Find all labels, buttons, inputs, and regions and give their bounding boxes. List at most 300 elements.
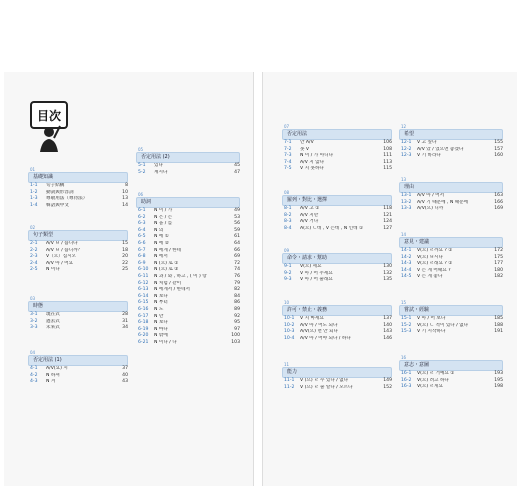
chapter-number: 08 — [284, 190, 290, 195]
entry-page: 193 — [494, 371, 503, 376]
chapter-number: 07 — [284, 124, 290, 129]
entry-number: 6-6 — [138, 240, 146, 246]
entry-page: 22 — [122, 260, 128, 266]
entry-page: 106 — [383, 140, 392, 145]
toc-entry[interactable] — [399, 371, 503, 378]
entry-page: 69 — [234, 254, 240, 260]
toc-entry[interactable] — [136, 261, 240, 268]
entry-page: 18 — [122, 247, 128, 253]
entry-page: 10 — [122, 189, 128, 195]
toc-entry[interactable] — [28, 267, 128, 274]
entry-page: 195 — [494, 377, 503, 383]
entry-number: 15-1 — [401, 316, 412, 321]
chapter-section — [28, 350, 128, 386]
entry-title: 動詞與形容詞 — [46, 189, 74, 195]
entry-title: A/V(으) 니까 — [417, 206, 444, 212]
toc-entry[interactable] — [136, 274, 240, 281]
entry-page: 31 — [122, 318, 128, 324]
entry-title: A/V 기 때문에 , N 때문에 — [417, 199, 469, 205]
entry-title: 韓語與中文 — [46, 202, 69, 208]
entry-number: 10-1 — [284, 316, 295, 321]
entry-page: 61 — [234, 234, 240, 240]
chapter-heading[interactable]: 否定用法 (2) — [136, 152, 240, 163]
toc-entry[interactable] — [28, 261, 128, 268]
entry-number: 7-1 — [284, 140, 292, 145]
entry-number: 7-5 — [284, 166, 292, 172]
toc-entry[interactable] — [136, 300, 240, 307]
entry-page: 180 — [494, 267, 503, 273]
toc-entry[interactable] — [399, 153, 503, 160]
entry-title: A/V 아 / 어야 되다 / 하다 — [300, 335, 351, 341]
toc-entry[interactable] — [399, 384, 503, 391]
entry-number: 2-4 — [30, 260, 38, 266]
chapter-heading[interactable]: 能力 — [282, 367, 392, 378]
toc-entry[interactable] — [136, 281, 240, 288]
toc-entry[interactable] — [282, 206, 392, 213]
entry-page: 49 — [234, 208, 240, 213]
entry-title: N (으) 로 ① — [154, 260, 179, 266]
entry-title: A/V 지만 — [300, 212, 319, 218]
entry-title: V(으) ㅂ시다 — [417, 254, 443, 260]
entry-title: V (으) ㄹ 수 있다 / 없다 — [300, 378, 349, 383]
toc-entry[interactable] — [28, 325, 128, 332]
entry-page: 182 — [494, 274, 503, 280]
entry-title: V(으) 세요 — [300, 264, 322, 269]
entry-page: 86 — [234, 300, 240, 306]
entry-number: 6-12 — [138, 280, 149, 286]
entry-page: 45 — [234, 163, 240, 168]
chapter-number: 16 — [401, 355, 407, 360]
entry-page: 72 — [234, 260, 240, 266]
entry-page: 47 — [234, 169, 240, 175]
toc-entry[interactable] — [28, 241, 128, 248]
entry-number: 9-2 — [284, 270, 292, 276]
toc-entry[interactable] — [282, 166, 392, 173]
entry-number: 6-4 — [138, 227, 146, 233]
toc-entry[interactable] — [136, 333, 240, 340]
toc-entry[interactable] — [282, 153, 392, 160]
entry-number: 14-5 — [401, 274, 412, 280]
entry-page: 95 — [234, 320, 240, 326]
entry-page: 140 — [383, 322, 392, 328]
toc-entry[interactable] — [28, 203, 128, 210]
toc-entry[interactable] — [399, 140, 503, 147]
entry-number: 10-2 — [284, 322, 295, 328]
toc-entry[interactable] — [136, 287, 240, 294]
entry-title: V 는 게 어때요 ? — [417, 267, 451, 273]
entry-title: V 기 바라다 — [417, 153, 441, 159]
toc-entry[interactable] — [399, 329, 503, 336]
entry-title: V(으) ㄹ까요 ? ① — [417, 248, 453, 253]
entry-number: 7-3 — [284, 153, 292, 159]
entry-number: 4-3 — [30, 379, 38, 385]
chapter-number: 09 — [284, 248, 290, 253]
toc-entry[interactable] — [399, 255, 503, 262]
toc-entry[interactable] — [282, 336, 392, 343]
toc-entry[interactable] — [136, 241, 240, 248]
entry-page: 84 — [234, 293, 240, 299]
entry-number: 6-3 — [138, 221, 146, 227]
chapter-heading[interactable]: 否定用法 — [282, 129, 392, 140]
entry-title: A/V 았 / 었으면 좋겠다 — [417, 146, 464, 152]
entry-title: N 이 / 가 — [154, 208, 173, 213]
chapter-section — [282, 362, 392, 391]
entry-number: 4-1 — [30, 366, 38, 371]
entry-page: 160 — [494, 153, 503, 159]
toc-entry[interactable] — [28, 248, 128, 255]
entry-number: 5-2 — [138, 169, 146, 175]
entry-title: A/V 고 ① — [300, 206, 320, 211]
toc-entry[interactable] — [282, 226, 392, 233]
entry-title: V(으) ㄴ 적이 있다 / 없다 — [417, 322, 469, 328]
chapter-number: 13 — [401, 177, 407, 182]
chapter-number: 04 — [30, 350, 36, 355]
entry-page: 146 — [383, 335, 392, 341]
toc-entry[interactable] — [399, 378, 503, 385]
entry-title: N 마다 — [154, 326, 168, 332]
entry-number: 6-8 — [138, 254, 146, 260]
entry-title: N 에게서 / 한테서 — [154, 287, 190, 293]
chapter-heading[interactable]: 否定用法 (1) — [28, 355, 128, 366]
entry-page: 118 — [383, 206, 392, 211]
entry-number: 11-2 — [284, 384, 295, 390]
chapter-number: 05 — [138, 147, 144, 152]
entry-page: 137 — [383, 316, 392, 321]
entry-page: 149 — [383, 378, 392, 383]
entry-number: 14-4 — [401, 267, 412, 273]
entry-number: 6-10 — [138, 267, 149, 273]
entry-title: N 에 ① — [154, 234, 169, 240]
entry-title: V(으) ㄹ래요 ? ① — [417, 261, 453, 267]
toc-entry[interactable] — [136, 320, 240, 327]
left-page — [4, 72, 254, 486]
entry-number: 10-3 — [284, 329, 295, 335]
chapter-section — [282, 300, 392, 342]
entry-title: V 아 / 어 주세요 — [300, 270, 333, 276]
entry-page: 172 — [494, 248, 503, 253]
entry-number: 8-3 — [284, 219, 292, 225]
entry-number: 12-2 — [401, 146, 412, 152]
toc-entry[interactable] — [136, 327, 240, 334]
entry-title: V（으）십시오 — [46, 254, 77, 260]
entry-page: 82 — [234, 287, 240, 293]
toc-entry[interactable] — [136, 307, 240, 314]
entry-title: N 이 / 가 아니다 — [300, 153, 334, 159]
entry-title: 現在式 — [46, 312, 60, 317]
entry-page: 28 — [122, 312, 128, 317]
entry-number: 8-4 — [284, 225, 292, 231]
entry-page: 113 — [383, 159, 392, 165]
entry-title: V 고 싶다 — [417, 140, 437, 145]
entry-title: V 아 / 어 줄래요 — [300, 277, 333, 283]
entry-number: 3-2 — [30, 318, 38, 324]
chapter-section — [28, 296, 128, 332]
toc-entry[interactable] — [28, 190, 128, 197]
entry-page: 152 — [383, 384, 392, 390]
chapter-heading[interactable]: 句子類型 — [28, 230, 128, 241]
toc-entry[interactable] — [282, 160, 392, 167]
entry-title: A(으) ㄴ데 , V 는데 , N 인데 ① — [300, 225, 364, 231]
entry-number: 11-1 — [284, 378, 295, 383]
entry-number: 3-1 — [30, 312, 38, 317]
entry-number: 8-2 — [284, 212, 292, 218]
toc-entry[interactable] — [28, 183, 128, 190]
entry-page: 175 — [494, 254, 503, 260]
entry-page: 79 — [234, 280, 240, 286]
toc-entry[interactable] — [136, 294, 240, 301]
toc-entry[interactable] — [28, 366, 128, 373]
toc-entry[interactable] — [399, 147, 503, 154]
entry-number: 14-1 — [401, 248, 412, 253]
toc-entry[interactable] — [399, 261, 503, 268]
entry-page: 76 — [234, 273, 240, 279]
chapter-number: 10 — [284, 300, 290, 305]
chapter-section — [282, 124, 392, 173]
entry-page: 66 — [234, 247, 240, 253]
chapter-heading[interactable]: 助詞 — [136, 197, 240, 208]
chapter-section — [282, 190, 392, 232]
entry-number: 6-16 — [138, 306, 149, 312]
entry-number: 6-19 — [138, 326, 149, 332]
entry-title: N 에게 / 한테 — [154, 247, 182, 253]
toc-entry[interactable] — [399, 268, 503, 275]
toc-entry[interactable] — [282, 385, 392, 392]
entry-number: 6-13 — [138, 287, 149, 293]
toc-entry[interactable] — [136, 267, 240, 274]
toc-entry[interactable] — [399, 316, 503, 323]
entry-title: A/V ㅂ / 습니다 — [46, 241, 78, 246]
entry-number: 16-2 — [401, 377, 412, 383]
entry-number: 15-2 — [401, 322, 412, 328]
entry-title: N 도 — [154, 306, 164, 312]
entry-page: 177 — [494, 261, 503, 267]
entry-title: 尊敬用法（尊待法） — [46, 196, 88, 202]
entry-title: N 밖에 — [154, 333, 168, 339]
chapter-section — [399, 124, 503, 160]
chapter-number: 03 — [30, 296, 36, 301]
entry-title: V 기 시작하다 — [417, 329, 446, 335]
chapter-number: 01 — [30, 167, 36, 172]
entry-number: 9-1 — [284, 264, 292, 269]
entry-title: N 겨 — [46, 379, 56, 385]
toc-entry[interactable] — [399, 206, 503, 213]
entry-title: N 부터 — [154, 300, 168, 306]
chapter-heading[interactable]: 理由 — [399, 182, 503, 193]
entry-number: 16-1 — [401, 371, 412, 376]
chapter-heading[interactable]: 羅列・對比・選擇 — [282, 195, 392, 206]
entry-page: 188 — [494, 322, 503, 328]
toc-entry[interactable] — [282, 323, 392, 330]
chapter-heading[interactable]: 許可・禁止・義務 — [282, 305, 392, 316]
entry-page: 135 — [383, 277, 392, 283]
entry-title: 계시다 — [154, 169, 168, 175]
entry-number: 8-1 — [284, 206, 292, 211]
entry-title: N 을 / 를 — [154, 221, 173, 227]
entry-page: 124 — [383, 219, 392, 225]
toc-entry[interactable] — [399, 274, 503, 281]
toc-entry[interactable] — [282, 329, 392, 336]
entry-title: A/V 지 않다 — [300, 159, 325, 165]
toc-entry[interactable] — [399, 200, 503, 207]
toc-entry[interactable] — [28, 196, 128, 203]
chapter-heading[interactable]: 時態 — [28, 301, 128, 312]
toc-entry[interactable] — [282, 213, 392, 220]
entry-title: N (으) 로 ② — [154, 267, 179, 273]
toc-entry[interactable] — [136, 254, 240, 261]
toc-entry[interactable] — [28, 373, 128, 380]
entry-number: 6-18 — [138, 320, 149, 326]
chapter-heading[interactable]: 基礎知識 — [28, 172, 128, 183]
chapter-section — [399, 355, 503, 391]
entry-number: 3-3 — [30, 325, 38, 331]
entry-page: 185 — [494, 316, 503, 321]
toc-entry[interactable] — [136, 221, 240, 228]
entry-number: 6-21 — [138, 339, 149, 345]
toc-entry[interactable] — [28, 319, 128, 326]
entry-page: 56 — [234, 221, 240, 227]
entry-number: 7-2 — [284, 146, 292, 152]
entry-title: N 에 ② — [154, 240, 169, 246]
toc-entry[interactable] — [399, 193, 503, 200]
entry-number: 7-4 — [284, 159, 292, 165]
entry-number: 6-5 — [138, 234, 146, 240]
toc-entry[interactable] — [282, 147, 392, 154]
entry-page: 103 — [231, 339, 240, 345]
entry-page: 74 — [234, 267, 240, 273]
chapter-heading[interactable]: 意志・意圖 — [399, 360, 503, 371]
chapter-number: 15 — [401, 300, 407, 305]
toc-entry[interactable] — [399, 323, 503, 330]
toc-entry[interactable] — [399, 248, 503, 255]
entry-number: 13-3 — [401, 206, 412, 212]
entry-number: 14-3 — [401, 261, 412, 267]
entry-page: 8 — [125, 183, 128, 188]
entry-page: 121 — [383, 212, 392, 218]
entry-number: 6-1 — [138, 208, 146, 213]
entry-page: 115 — [383, 166, 392, 172]
entry-page: 108 — [383, 146, 392, 152]
entry-number: 16-3 — [401, 384, 412, 390]
chapter-section — [399, 232, 503, 281]
chapter-number: 02 — [30, 225, 36, 230]
toc-entry[interactable] — [136, 170, 240, 177]
entry-number: 1-2 — [30, 189, 38, 195]
entry-page: 59 — [234, 227, 240, 233]
chapter-section — [282, 248, 392, 284]
entry-page: 155 — [494, 140, 503, 145]
entry-page: 130 — [383, 264, 392, 269]
entry-title: V (으) ㄹ 줄 알다 / 모르다 — [300, 384, 353, 390]
chapter-section — [399, 177, 503, 213]
chapter-heading[interactable]: 嘗試・經驗 — [399, 305, 503, 316]
chapter-section — [136, 147, 240, 176]
entry-title: N 이나 / 나 — [154, 339, 177, 345]
entry-number: 10-4 — [284, 335, 295, 341]
entry-title: V 지 마세요 — [300, 316, 324, 321]
entry-page: 132 — [383, 270, 392, 276]
entry-title: N 하셔 — [46, 372, 60, 378]
toc-entry[interactable] — [282, 378, 392, 385]
entry-number: 1-1 — [30, 183, 38, 188]
entry-number: 2-3 — [30, 254, 38, 260]
entry-page: 163 — [494, 193, 503, 198]
entry-page: 34 — [122, 325, 128, 331]
toc-entry[interactable] — [136, 228, 240, 235]
entry-number: 4-2 — [30, 372, 38, 378]
entry-title: N 보다 — [154, 320, 168, 326]
toc-entry[interactable] — [136, 215, 240, 222]
entry-number: 9-3 — [284, 277, 292, 283]
entry-page: 100 — [231, 333, 240, 339]
toc-entry[interactable] — [282, 140, 392, 147]
entry-title: N 과 / 와 , 하고 , ( 이 ) 랑 — [154, 273, 207, 279]
toc-entry[interactable] — [282, 264, 392, 271]
entry-title: V(으) ㄹ 거예요 ① — [417, 371, 455, 376]
entry-title: A/V 아 / 어도 되다 — [300, 322, 338, 328]
toc-title: 目次 — [30, 101, 68, 129]
chapter-heading[interactable]: 希望 — [399, 129, 503, 140]
toc-entry[interactable] — [136, 340, 240, 347]
entry-title: A/V 아 / 어요 — [46, 260, 74, 266]
entry-page: 64 — [234, 240, 240, 246]
entry-number: 6-2 — [138, 214, 146, 220]
entry-number: 6-20 — [138, 333, 149, 339]
entry-page: 166 — [494, 199, 503, 205]
toc-entry[interactable] — [282, 219, 392, 226]
toc-entry[interactable] — [136, 163, 240, 170]
entry-number: 1-4 — [30, 202, 38, 208]
entry-number: 1-3 — [30, 196, 38, 202]
toc-entry[interactable] — [28, 379, 128, 386]
toc-entry[interactable] — [136, 248, 240, 255]
toc-entry[interactable] — [28, 312, 128, 319]
entry-number: 6-17 — [138, 313, 149, 319]
entry-title: V 지 못하다 — [300, 166, 324, 172]
toc-entry[interactable] — [282, 316, 392, 323]
entry-title: V(으) 려고 하다 — [417, 377, 449, 383]
entry-page: 43 — [122, 379, 128, 385]
entry-title: N 보다 — [154, 293, 168, 299]
entry-title: A/V(요) 시 — [46, 366, 68, 371]
entry-number: 6-7 — [138, 247, 146, 253]
toc-entry[interactable] — [282, 271, 392, 278]
toc-entry[interactable] — [136, 314, 240, 321]
toc-entry[interactable] — [136, 208, 240, 215]
entry-number: 6-11 — [138, 273, 149, 279]
entry-number: 12-1 — [401, 140, 412, 145]
toc-entry[interactable] — [136, 234, 240, 241]
mascot-icon — [36, 124, 62, 152]
entry-number: 2-1 — [30, 241, 38, 246]
chapter-heading[interactable]: 命令・請求・幫助 — [282, 253, 392, 264]
entry-page: 198 — [494, 384, 503, 390]
entry-page: 127 — [383, 225, 392, 231]
entry-title: 있다 — [154, 163, 163, 168]
entry-number: 2-5 — [30, 267, 38, 273]
chapter-number: 12 — [401, 124, 407, 129]
chapter-section — [28, 225, 128, 274]
entry-title: N 이다 — [46, 267, 60, 273]
chapter-heading[interactable]: 意見・建議 — [399, 237, 503, 248]
chapter-number: 14 — [401, 232, 407, 237]
entry-title: N 의 — [154, 227, 164, 233]
entry-page: 157 — [494, 146, 503, 152]
toc-entry[interactable] — [282, 277, 392, 284]
entry-number: 13-2 — [401, 199, 412, 205]
toc-entry[interactable] — [28, 254, 128, 261]
entry-title: A/V(으) 면 안 되다 — [300, 329, 338, 335]
entry-page: 20 — [122, 254, 128, 260]
